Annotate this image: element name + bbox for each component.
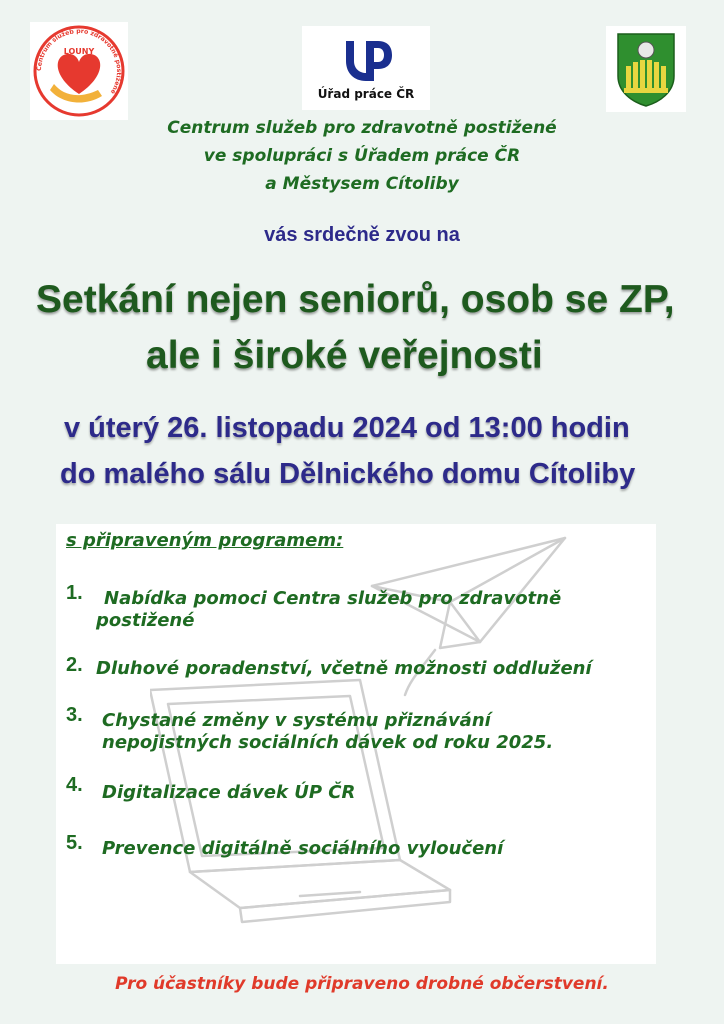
urad-prace-logo (302, 26, 430, 110)
program-item-4-line-1: Digitalizace dávek ÚP ČR (102, 782, 356, 803)
program-item-1-number: 1. (66, 582, 83, 604)
urad-prace-caption: Úřad práce ČR (317, 87, 415, 101)
event-title-line-2: ale i široké veřejnosti (146, 334, 543, 377)
program-item-1-line-1: Nabídka pomoci Centra služeb pro zdravotně (104, 588, 562, 609)
program-item-5-line-1: Prevence digitálně sociálního vyloučení (102, 838, 504, 859)
program-heading: s připraveným programem: (66, 530, 344, 551)
event-title-line-1: Setkání nejen seniorů, osob se ZP, (36, 278, 675, 321)
invite-line: vás srdečně zvou na (264, 224, 460, 246)
program-item-1-line-2: postižené (96, 610, 195, 631)
organizer-line-2: ve spolupráci s Úřadem práce ČR (203, 146, 521, 166)
program-item-2-number: 2. (66, 654, 83, 676)
centrum-logo (30, 22, 128, 120)
refreshments-note: Pro účastníky bude připraveno drobné občerstvení. (115, 974, 609, 994)
program-item-5-number: 5. (66, 832, 83, 854)
louny-label: LOUNY (63, 47, 95, 56)
organizer-line-1: Centrum služeb pro zdravotně postižené (167, 118, 557, 138)
up-mark-icon (336, 35, 396, 85)
program-item-3-line-1: Chystané změny v systému přiznávání (102, 710, 491, 731)
program-item-3-line-2: nepojistných sociálních dávek od roku 2025. (102, 732, 554, 753)
program-item-2-line-1: Dluhové poradenství, včetně možnosti oddlužení (96, 658, 592, 679)
event-date-time: v úterý 26. listopadu 2024 od 13:00 hodin (64, 412, 630, 444)
citoliby-coat-of-arms (606, 26, 686, 112)
event-venue: do malého sálu Dělnického domu Cítoliby (60, 458, 636, 490)
svg-text:Centrum služeb pro zdravotně p: Centrum služeb pro zdravotně postižené (35, 27, 123, 96)
organizer-line-3: a Městysem Cítoliby (265, 174, 459, 194)
program-item-3-number: 3. (66, 704, 83, 726)
program-item-4-number: 4. (66, 774, 83, 796)
